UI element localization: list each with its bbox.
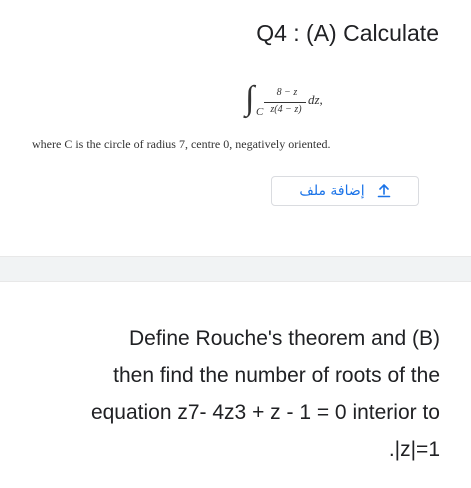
section-divider [0,256,471,282]
differential: dz, [308,92,323,107]
upload-icon [377,184,391,198]
fraction-numerator: 8 − z [276,87,298,98]
question-line: .|z|=1 [388,438,440,461]
integral-sign: ∫ [245,80,255,117]
fraction-bar [264,102,306,103]
next-question-card [0,282,471,488]
question-description: where C is the circle of radius 7, centre 0, negatively oriented. [32,137,331,151]
question-title: Q4 : (A) Calculate [256,20,439,46]
add-file-button[interactable] [271,176,419,206]
integral-formula-image [245,82,365,126]
contour-label: C [256,106,264,118]
next-question-text [20,320,440,468]
question-line: equation z7- 4z3 + z - 1 = 0 interior to [90,401,440,424]
fraction-denominator: z(4 − z) [270,104,302,115]
question-line: then find the number of roots of the [113,364,440,387]
add-file-label: إضافة ملف [299,183,365,199]
question-line: Define Rouche's theorem and (B) [128,327,440,350]
